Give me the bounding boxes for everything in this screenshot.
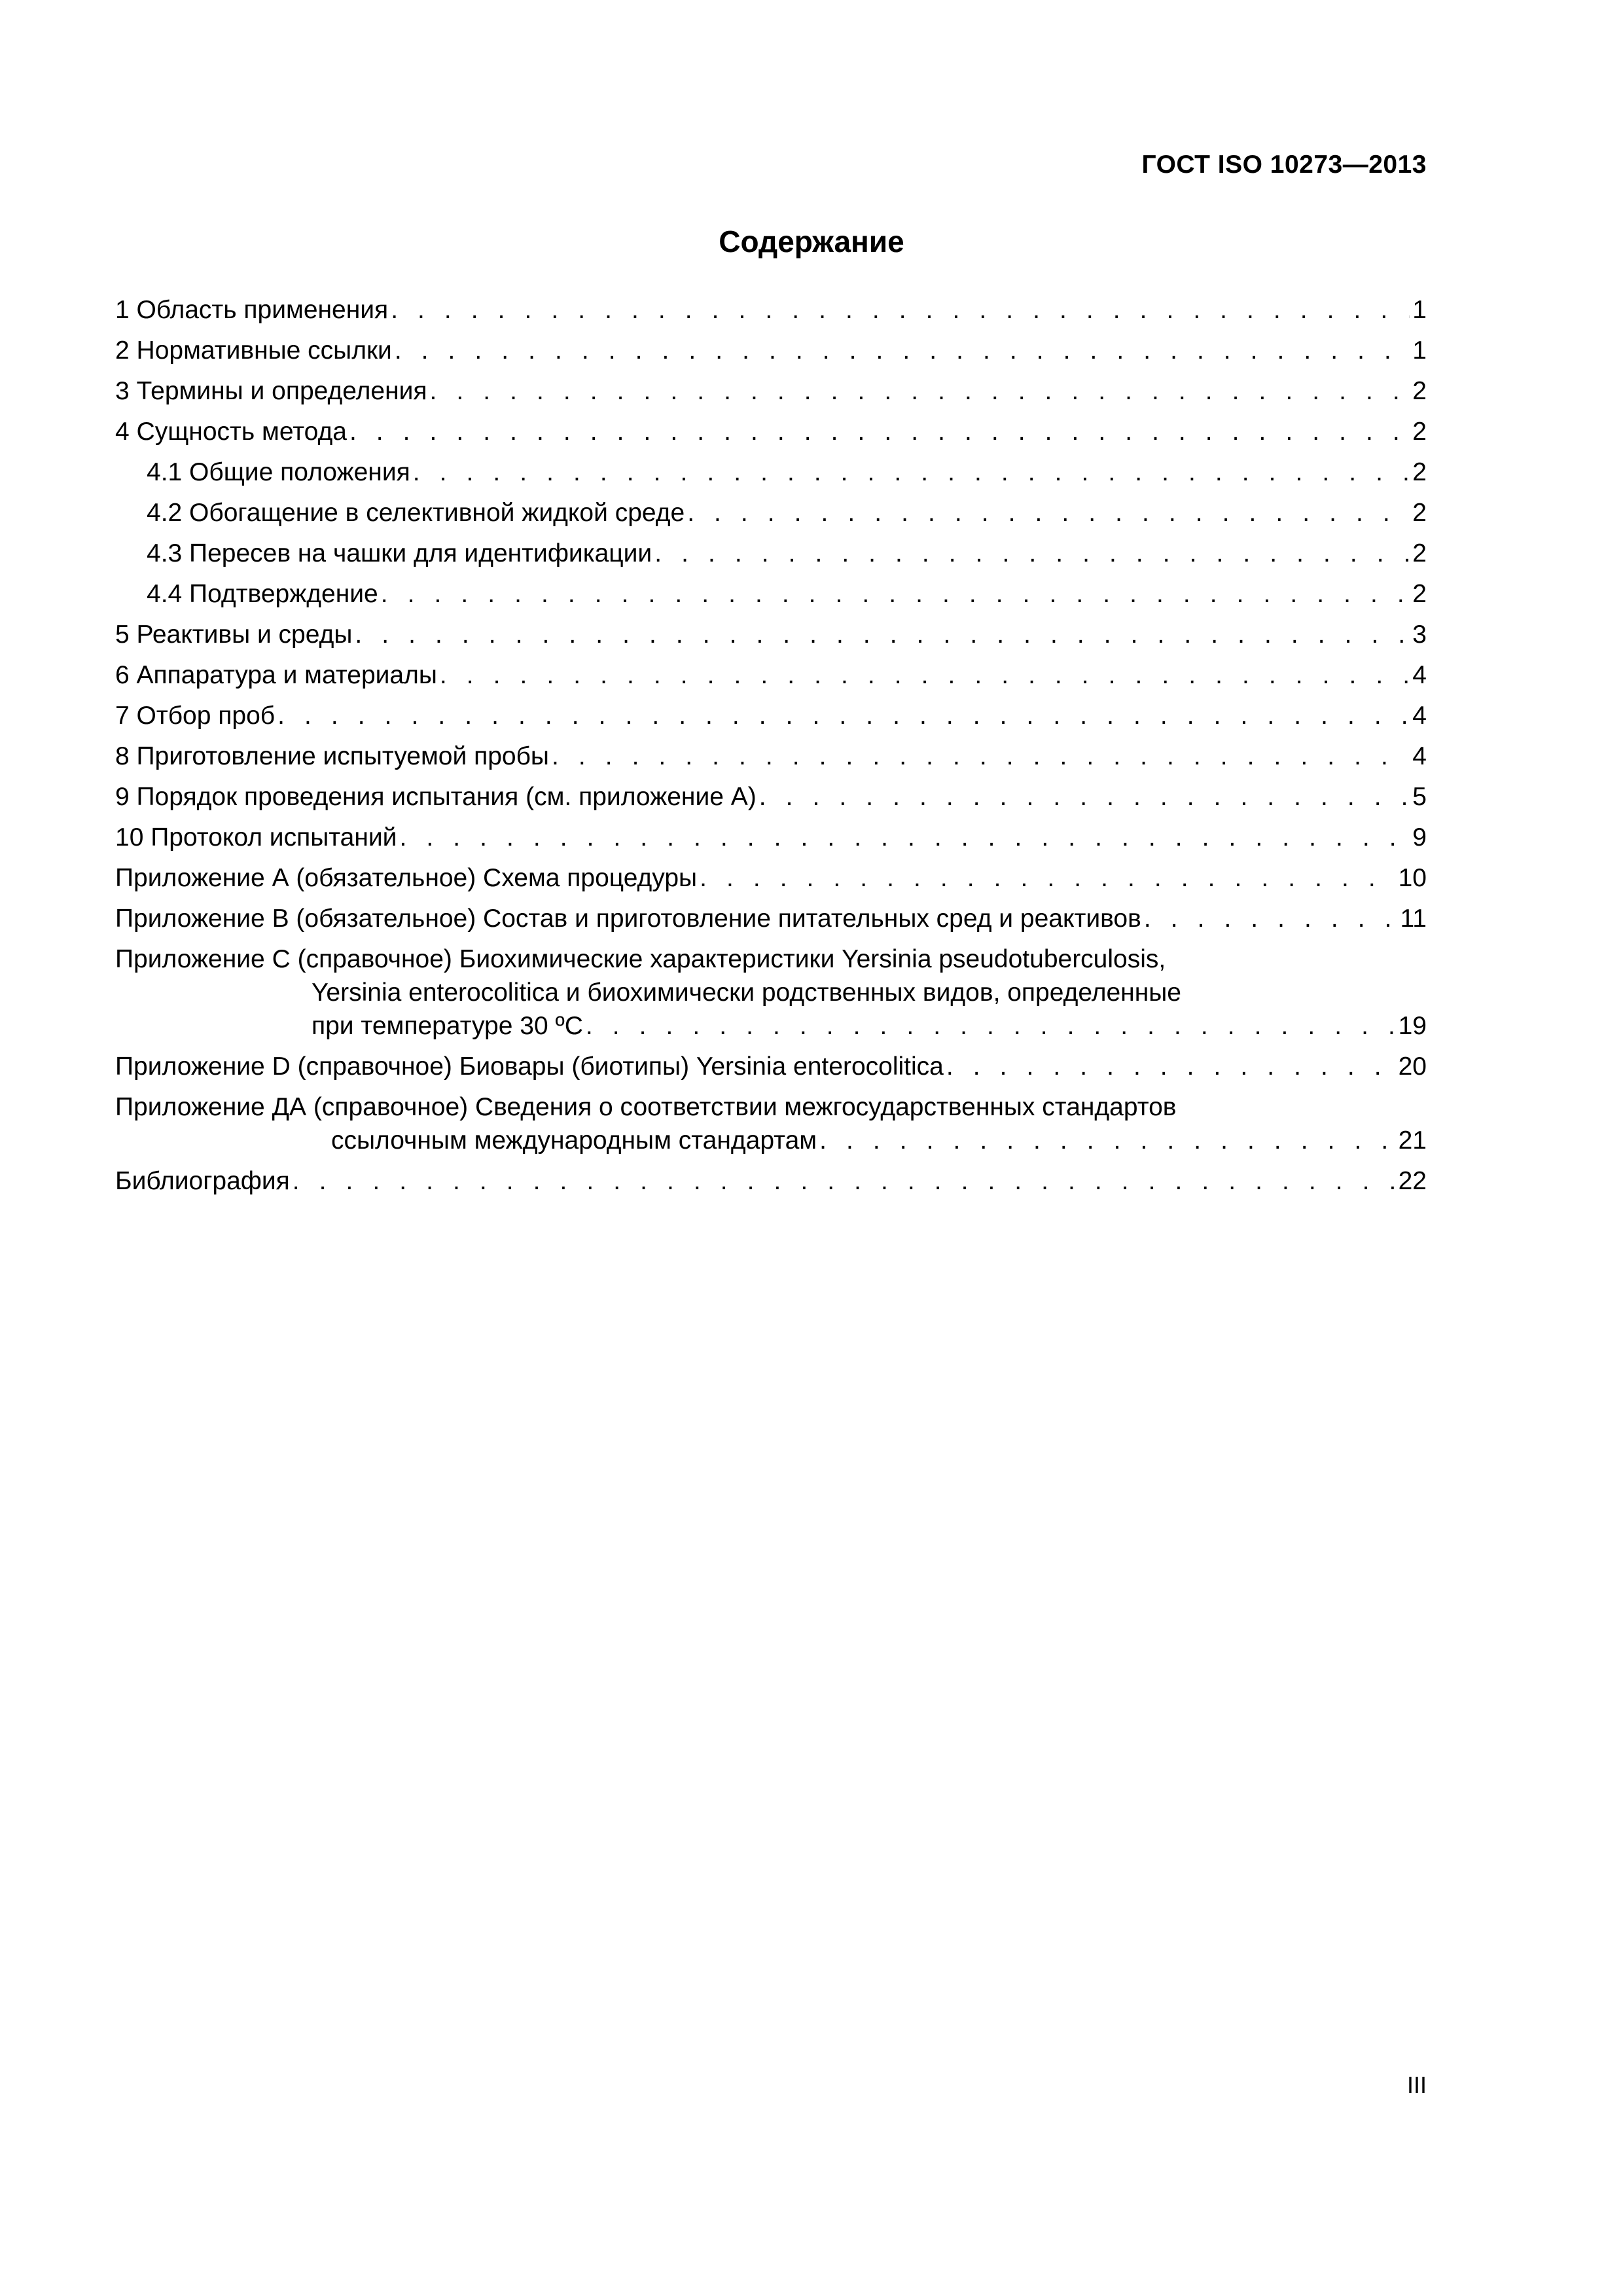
toc-entry-label: 3 Термины и определения (115, 377, 427, 405)
toc-entry-label: 4.4 Подтверждение (147, 580, 378, 608)
toc-entry[interactable] (115, 740, 1427, 773)
toc-entry-page: 1 (1412, 336, 1427, 365)
toc-entry-label: 4.3 Пересев на чашки для идентификации (147, 539, 652, 567)
toc-leader-dots (700, 861, 1396, 895)
toc-entry-label: Приложение В (обязательное) Состав и приготовление питательных сред и реактивов (115, 905, 1141, 933)
toc-subentry[interactable] (115, 496, 1427, 529)
toc-entry[interactable] (115, 658, 1427, 692)
toc-subentry[interactable] (115, 456, 1427, 489)
toc-entry-annex-c[interactable] (115, 942, 1427, 1043)
toc-entry[interactable] (115, 821, 1427, 854)
toc-entry-page: 11 (1400, 905, 1427, 933)
toc-entry[interactable] (115, 374, 1427, 408)
toc-entry-label-line: Yersinia enterocolitica и биохимически родственных видов, определенные (312, 978, 1181, 1007)
toc-entry-label-line: ссылочным международным стандартам (331, 1126, 817, 1155)
toc-leader-dots (381, 577, 1410, 611)
toc-entry-page: 2 (1412, 539, 1427, 567)
toc-entry-annex-b[interactable] (115, 902, 1427, 935)
toc-entry-page: 20 (1398, 1052, 1427, 1081)
toc-entry-label: Приложение D (справочное) Биовары (биотипы) Yersinia enterocolitica (115, 1052, 944, 1081)
toc-leader-dots (293, 1164, 1396, 1198)
toc-leader-dots (1144, 902, 1398, 935)
toc-entry-label: 10 Протокол испытаний (115, 823, 397, 852)
toc-leader-dots (399, 821, 1410, 854)
toc-leader-dots (759, 780, 1410, 814)
toc-entry-annex-d[interactable] (115, 1050, 1427, 1083)
toc-leader-dots (391, 293, 1410, 327)
toc-entry-page: 4 (1412, 742, 1427, 770)
toc-entry-label: 4.1 Общие положения (147, 458, 410, 486)
toc-entry-label: 1 Область применения (115, 296, 389, 324)
toc-entry-annex-a[interactable] (115, 861, 1427, 895)
toc-leader-dots (440, 658, 1410, 692)
toc-entry-page: 2 (1412, 580, 1427, 608)
toc-entry-label-line: Приложение С (справочное) Биохимические характеристики Yersinia pseudotuberculosis, (115, 945, 1166, 973)
toc-leader-dots (430, 374, 1410, 408)
toc-subentry[interactable] (115, 537, 1427, 570)
toc-subentry[interactable] (115, 577, 1427, 611)
toc-leader-dots (413, 456, 1410, 489)
toc-leader-dots (277, 699, 1410, 732)
toc-leader-dots (687, 496, 1410, 529)
toc-entry-page: 19 (1398, 1012, 1427, 1040)
toc-entry-last-line (115, 1124, 1427, 1157)
toc-entry[interactable] (115, 780, 1427, 814)
toc-entry-label: 2 Нормативные ссылки (115, 336, 392, 365)
toc-entry[interactable] (115, 293, 1427, 327)
toc-entry-page: 22 (1398, 1167, 1427, 1195)
toc-title: Содержание (719, 224, 904, 259)
toc-leader-dots (819, 1124, 1396, 1157)
toc-entry-bibliography[interactable] (115, 1164, 1427, 1198)
toc-entry-page: 5 (1412, 783, 1427, 811)
toc-entry-label: 9 Порядок проведения испытания (см. приложение А) (115, 783, 757, 811)
toc-leader-dots (349, 415, 1410, 448)
toc-leader-dots (654, 537, 1410, 570)
toc-entry-label: 6 Аппаратура и материалы (115, 661, 437, 689)
toc-entry-page: 2 (1412, 377, 1427, 405)
toc-leader-dots (355, 618, 1410, 651)
toc-entry[interactable] (115, 699, 1427, 732)
toc-entry-label: 4.2 Обогащение в селективной жидкой среде (147, 499, 685, 527)
toc-entry-label-line: при температуре 30 ºС (312, 1012, 583, 1040)
toc-entry[interactable] (115, 334, 1427, 367)
toc-entry-page: 3 (1412, 620, 1427, 649)
table-of-contents (115, 293, 1427, 1205)
toc-entry-page: 9 (1412, 823, 1427, 852)
document-code: ГОСТ ISO 10273—2013 (1141, 151, 1427, 179)
toc-entry[interactable] (115, 618, 1427, 651)
toc-entry-last-line (115, 1009, 1427, 1043)
toc-entry-page: 4 (1412, 702, 1427, 730)
toc-entry-page: 2 (1412, 499, 1427, 527)
toc-entry-page: 21 (1398, 1126, 1427, 1155)
toc-entry-label: 5 Реактивы и среды (115, 620, 353, 649)
toc-entry-page: 2 (1412, 458, 1427, 486)
toc-entry-label: 4 Сущность метода (115, 418, 347, 446)
toc-entry-label: 7 Отбор проб (115, 702, 276, 730)
toc-leader-dots (586, 1009, 1396, 1043)
toc-entry-label: Библиография (115, 1167, 290, 1195)
toc-entry-label-line: Приложение ДА (справочное) Сведения о соответствии межгосударственных стандартов (115, 1093, 1177, 1121)
toc-leader-dots (395, 334, 1410, 367)
toc-entry[interactable] (115, 415, 1427, 448)
toc-leader-dots (946, 1050, 1396, 1083)
toc-entry-label: 8 Приготовление испытуемой пробы (115, 742, 549, 770)
toc-entry-page: 1 (1412, 296, 1427, 324)
toc-entry-page: 4 (1412, 661, 1427, 689)
toc-entry-annex-da[interactable] (115, 1090, 1427, 1157)
toc-leader-dots (552, 740, 1410, 773)
page-number: III (1406, 2072, 1427, 2098)
toc-entry-page: 10 (1398, 864, 1427, 892)
toc-entry-page: 2 (1412, 418, 1427, 446)
toc-entry-label: Приложение А (обязательное) Схема процедуры (115, 864, 698, 892)
